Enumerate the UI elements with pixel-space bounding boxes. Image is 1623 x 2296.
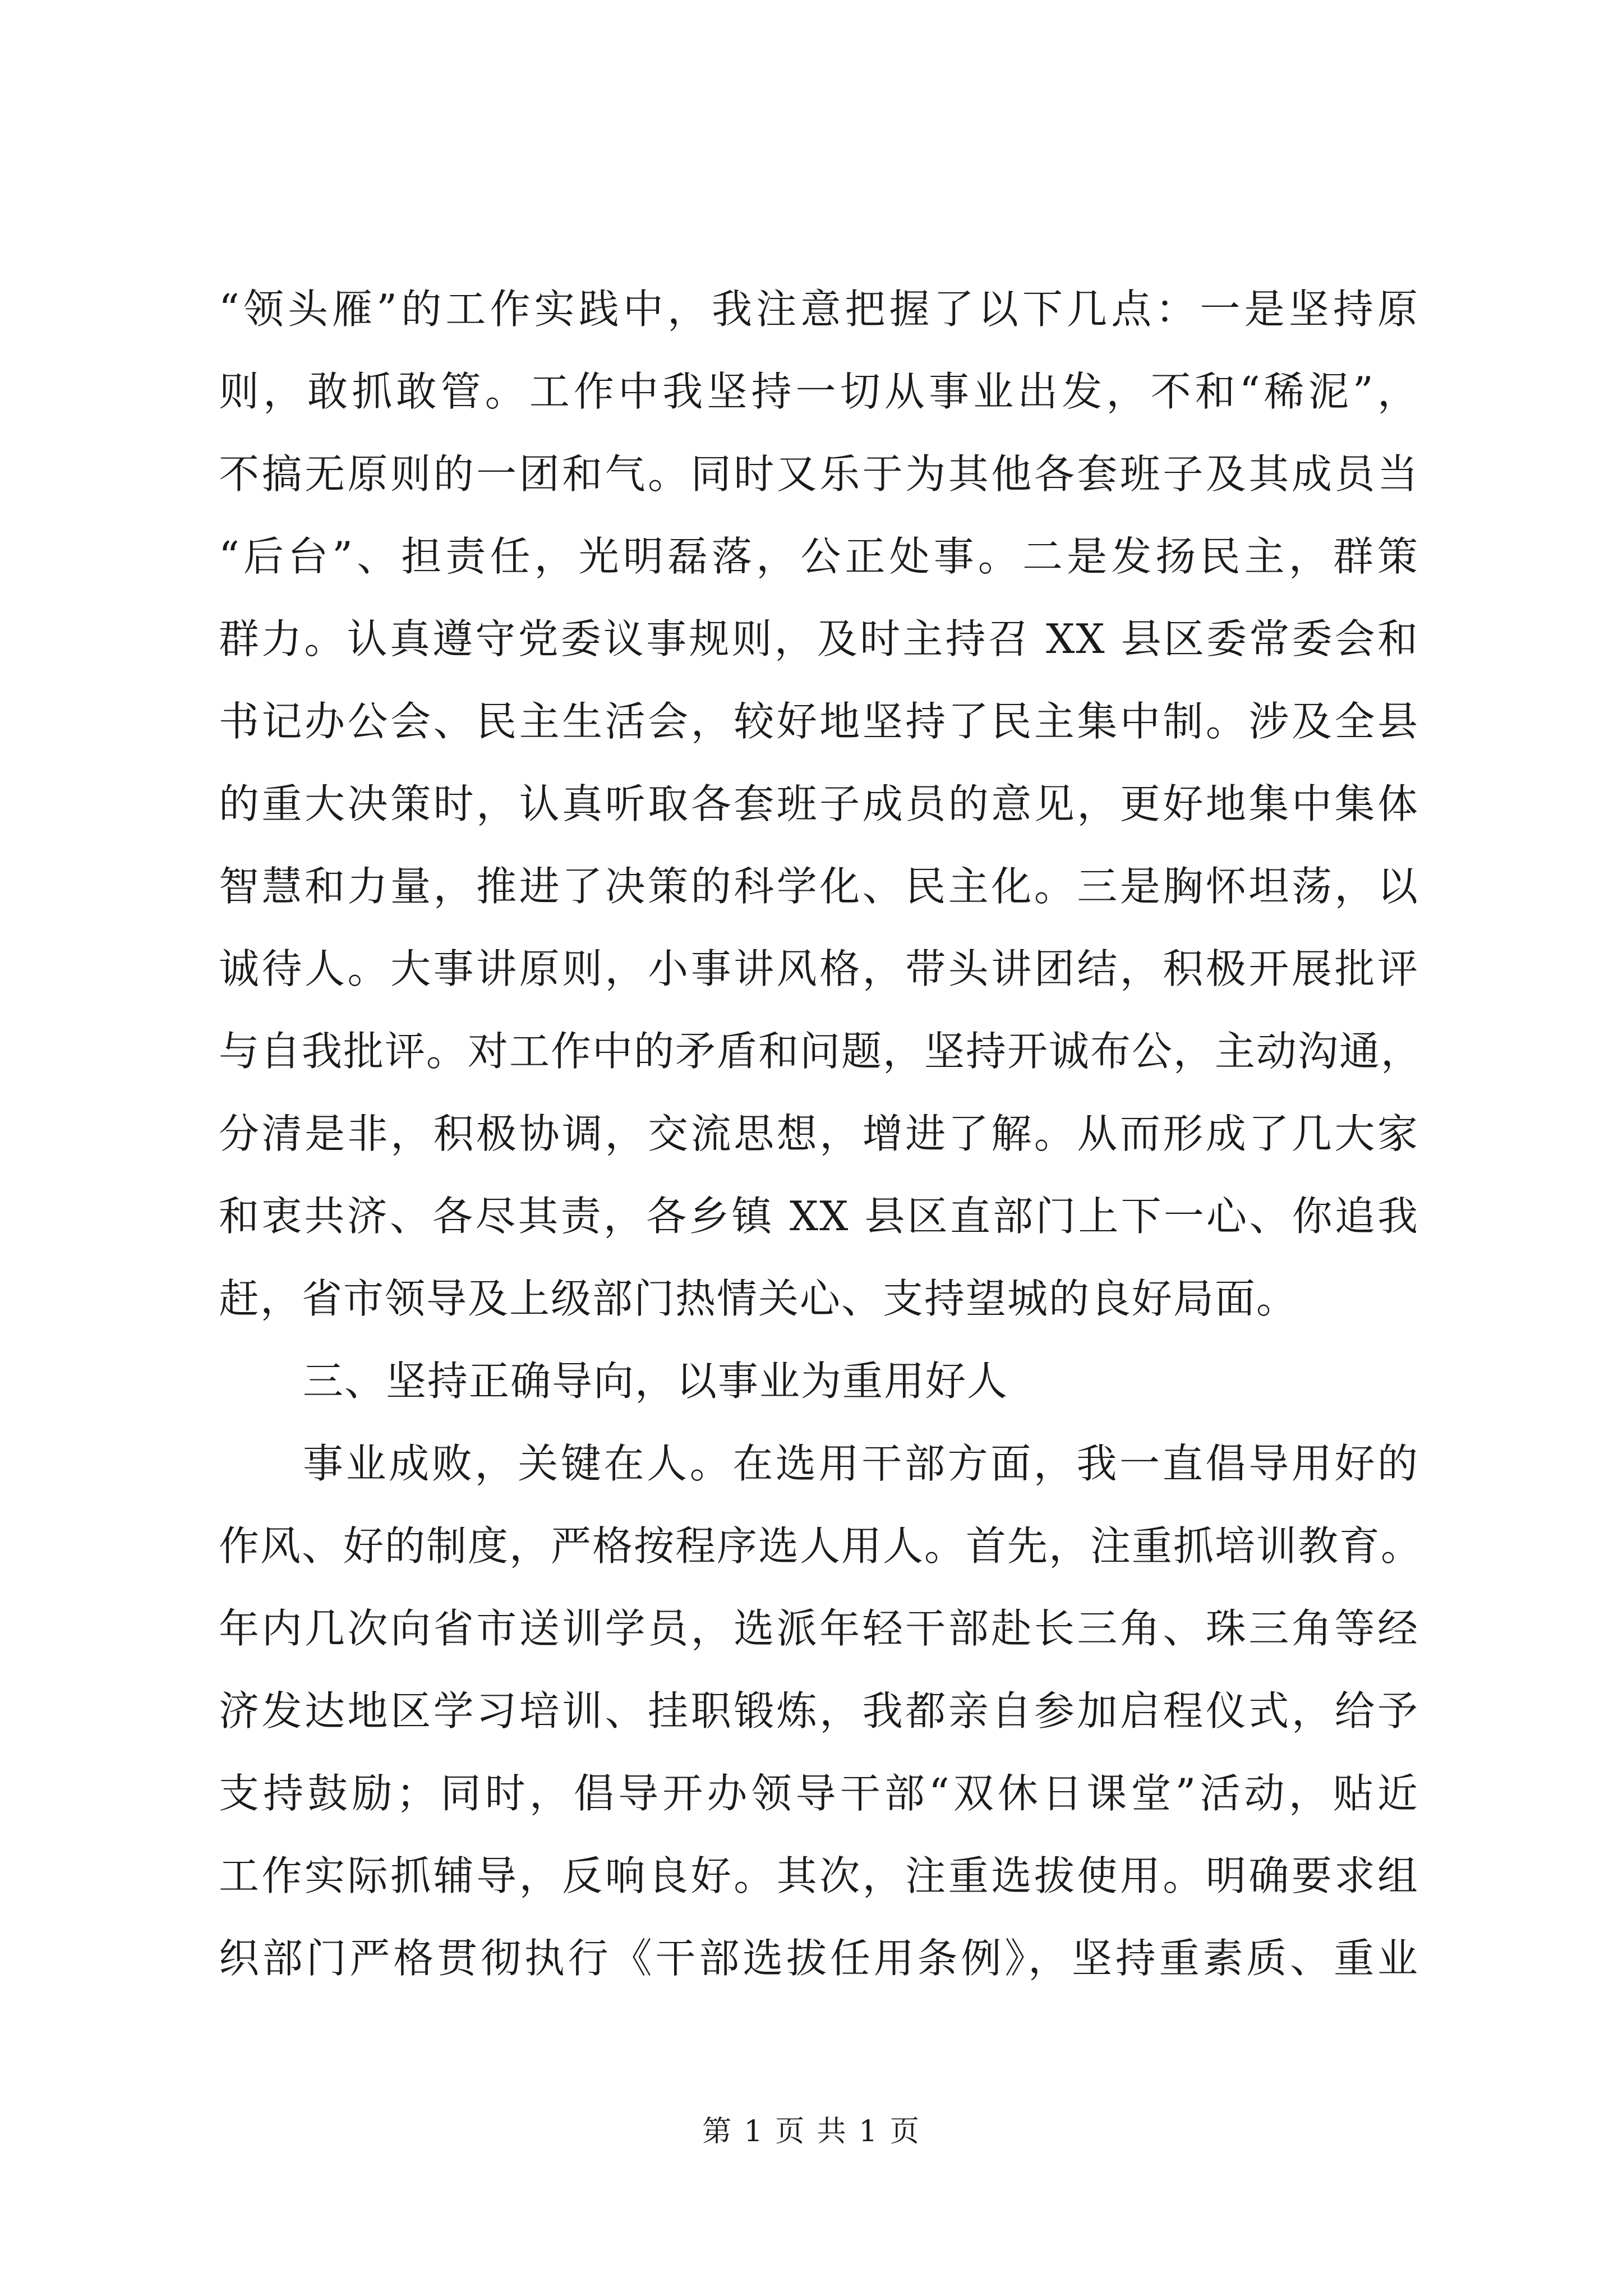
text-line: 诚待人。大事讲原则，小事讲风格，带头讲团结，积极开展批评 [219, 945, 1419, 992]
text-line: 织部门严格贯彻执行《干部选拔任用条例》，坚持重素质、重业 [219, 1935, 1419, 1982]
text-line: “后台”、担责任，光明磊落，公正处事。二是发扬民主，群策 [219, 533, 1419, 580]
section-heading: 三、坚持正确导向，以事业为重用好人 [303, 1358, 1009, 1405]
document-body [219, 268, 1423, 2000]
text-line: 书记办公会、民主生活会，较好地坚持了民主集中制。涉及全县 [219, 698, 1419, 745]
text-line: 与自我批评。对工作中的矛盾和问题，坚持开诚布公，主动沟通， [219, 1028, 1423, 1075]
text-line: 的重大决策时，认真听取各套班子成员的意见，更好地集中集体 [219, 780, 1419, 827]
text-line: 年内几次向省市送训学员，选派年轻干部赴长三角、珠三角等经 [219, 1605, 1419, 1652]
text-line: 赶，省市领导及上级部门热情关心、支持望城的良好局面。 [219, 1275, 1298, 1322]
text-line: 事业成败，关键在人。在选用干部方面，我一直倡导用好的 [303, 1440, 1419, 1487]
text-line: 作风、好的制度，严格按程序选人用人。首先，注重抓培训教育。 [219, 1522, 1423, 1570]
page-footer: 第 1 页 共 1 页 [702, 2115, 921, 2148]
text-line: 工作实际抓辅导，反响良好。其次，注重选拔使用。明确要求组 [219, 1852, 1419, 1899]
text-line: 支持鼓励；同时，倡导开办领导干部“双休日课堂”活动，贴近 [219, 1770, 1419, 1817]
text-line: 济发达地区学习培训、挂职锻炼，我都亲自参加启程仪式，给予 [219, 1687, 1419, 1734]
text-line: 分清是非，积极协调，交流思想，增进了解。从而形成了几大家 [219, 1110, 1419, 1157]
text-line: 群力。认真遵守党委议事规则，及时主持召 XX 县区委常委会和 [219, 615, 1419, 662]
text-line: 和衷共济、各尽其责，各乡镇 XX 县区直部门上下一心、你追我 [219, 1193, 1419, 1240]
text-line: 则，敢抓敢管。工作中我坚持一切从事业出发，不和“稀泥”， [219, 368, 1419, 415]
text-line: 智慧和力量，推进了决策的科学化、民主化。三是胸怀坦荡，以 [219, 863, 1419, 910]
text-line: “领头雁”的工作实践中，我注意把握了以下几点：一是坚持原 [219, 286, 1419, 333]
text-line: 不搞无原则的一团和气。同时又乐于为其他各套班子及其成员当 [219, 450, 1419, 498]
